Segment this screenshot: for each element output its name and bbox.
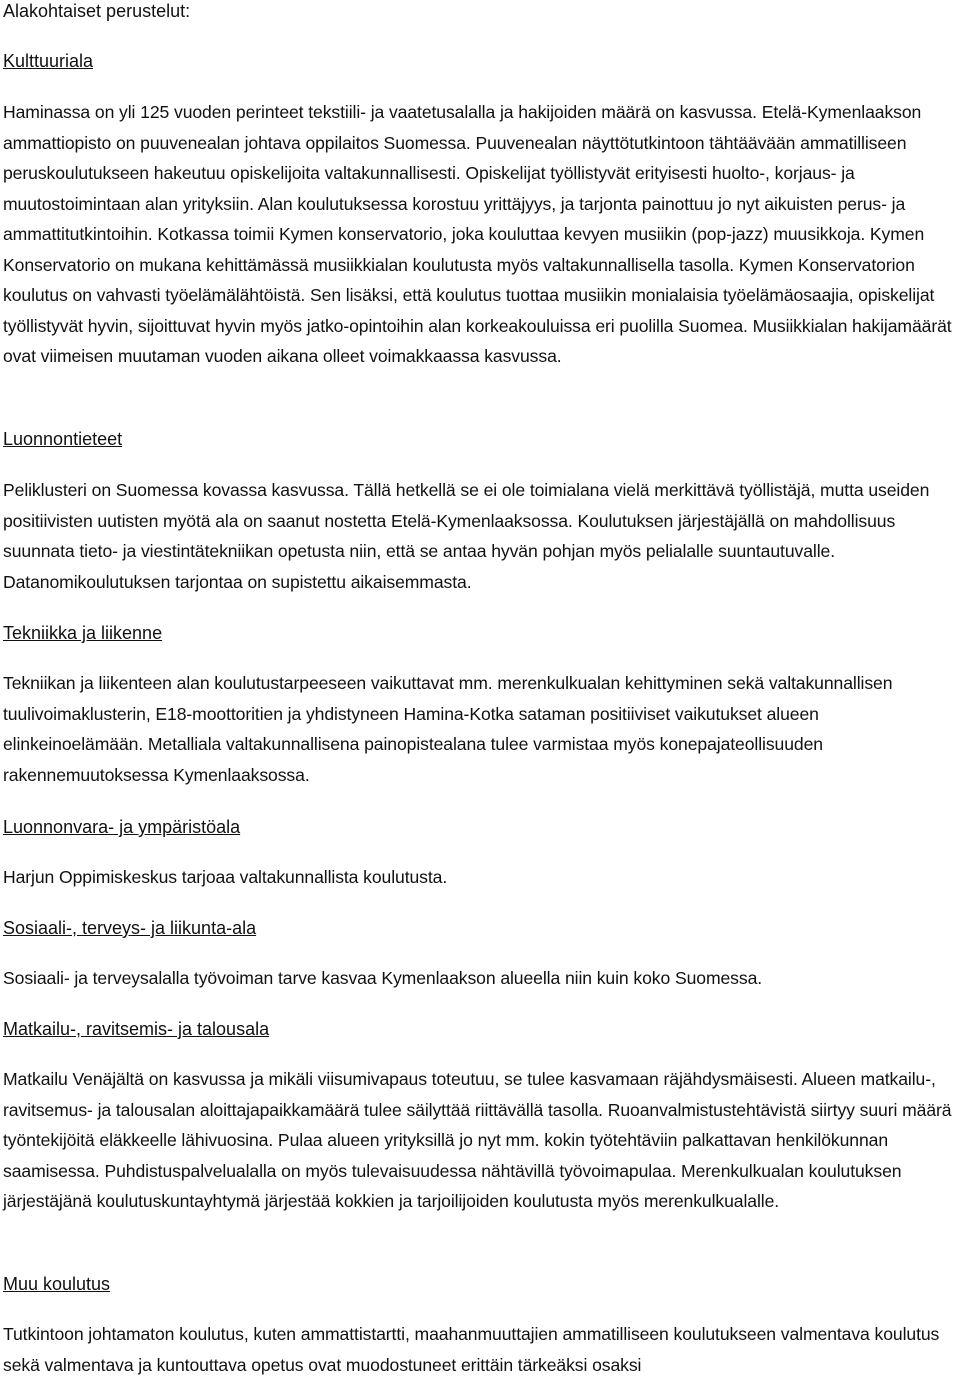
section-luonnonvara-body — [3, 862, 958, 893]
section-matkailu — [3, 1018, 958, 1040]
section-paragraph: Haminassa on yli 125 vuoden perinteet tekstiili- ja vaatetusalalla ja hakijoiden määrä on kasvussa. Etelä-Kymenlaakson ammattiopisto on puuvenealan johtava oppilaitos Suomessa. Puuvenealan näyttötutkintoon tähtäävään ammatilliseen peruskoulutukseen hakeutuu opiskelijoita valtakunnallisesti. Opiskelijat työllistyvät erityisesti huolto-, korjaus- ja muutostoimintaan alan yrityksiin. Alan koulutuksessa korostuu yrittäjyys, ja tarjonta painottuu jo nyt aikuisten perus- ja ammattitutkintoihin. Kotkassa toimii Kymen konservatorio, joka kouluttaa kevyen musiikin (pop-jazz) muusikkoja. Kymen Konservatorio on mukana kehittämässä musiikkialan koulutusta myös valtakunnallisella tasolla. Kymen Konservatorion koulutus on vahvasti työelämälähtöistä. Sen lisäksi, että koulutus tuottaa musiikin monialaisia työelämäosaajia, opiskelijat työllistyvät hyvin, sijoittuvat hyvin myös jatko-opintoihin alan korkeakouluissa eri puolilla Suomea. Musiikkialan hakijamäärät ovat viimeisen muutaman vuoden aikana olleet voimakkaassa kasvussa. — [3, 102, 952, 366]
section-heading: Matkailu-, ravitsemis- ja talousala — [3, 1019, 270, 1039]
document-title-block — [3, 0, 958, 26]
section-paragraph: Sosiaali- ja terveysalalla työvoiman tarve kasvaa Kymenlaakson alueella niin kuin koko Suomessa. — [3, 968, 763, 988]
section-paragraph: Tutkintoon johtamaton koulutus, kuten ammattistartti, maahanmuuttajien ammatilliseen koulutukseen valmentava koulutus sekä valmentava ja kuntouttava opetus ovat muodostuneet erittäin tärkeäksi osaksi — [3, 1324, 940, 1375]
section-tekniikka-body — [3, 668, 958, 790]
section-kulttuuriala-body — [3, 97, 958, 372]
section-kulttuuriala — [3, 50, 958, 72]
section-paragraph: Matkailu Venäjältä on kasvussa ja mikäli viisumivapaus toteutuu, se tulee kasvamaan räjähdysmäisesti. Alueen matkailu-, ravitsemus- ja talousalan aloittajapaikkamäärä tulee säilyttää riittävällä tasolla. Ruoanvalmistustehtävistä siirtyy suuri määrä työntekijöitä eläkkeelle lähivuosina. Pulaa alueen yrityksillä jo nyt mm. kokin työtehtäviin palkattavan henkilökunnan saamisessa. Puhdistuspalvelualalla on myös tulevaisuudessa nähtävillä työvoimapulaa. Merenkulkualan koulutuksen järjestäjänä koulutuskuntayhtymä järjestää kokkien ja tarjoilijoiden koulutusta myös merenkulkualalle. — [3, 1069, 952, 1211]
section-paragraph: Harjun Oppimiskeskus tarjoaa valtakunnallista koulutusta. — [3, 867, 448, 887]
section-heading: Kulttuuriala — [3, 51, 94, 71]
section-heading: Muu koulutus — [3, 1274, 111, 1294]
section-luonnonvara — [3, 816, 958, 838]
section-tekniikka — [3, 622, 958, 644]
section-heading: Sosiaali-, terveys- ja liikunta-ala — [3, 918, 257, 938]
section-matkailu-body — [3, 1064, 958, 1217]
section-muu-koulutus-body — [3, 1319, 958, 1380]
section-luonnontieteet — [3, 428, 958, 450]
section-sosiaali-body — [3, 963, 958, 994]
section-muu-koulutus — [3, 1273, 958, 1295]
section-paragraph: Peliklusteri on Suomessa kovassa kasvussa. Tällä hetkellä se ei ole toimialana vielä merkittävä työllistäjä, mutta useiden positiivisten uutisten myötä ala on saanut nostetta Etelä-Kymenlaaksossa. Koulutuksen järjestäjällä on mahdollisuus suunnata tieto- ja viestintätekniikan opetusta niin, että se antaa hyvän pohjan myös pelialalle suuntautuvalle. Datanomikoulutuksen tarjontaa on supistettu aikaisemmasta. — [3, 480, 930, 592]
section-sosiaali — [3, 917, 958, 939]
section-luonnontieteet-body — [3, 475, 958, 597]
section-paragraph: Tekniikan ja liikenteen alan koulutustarpeeseen vaikuttavat mm. merenkulkualan kehittyminen sekä valtakunnallisen tuulivoimaklusterin, E18-moottoritien ja yhdistyneen Hamina-Kotka sataman positiiviset vaikutukset alueen elinkeinoelämään. Metalliala valtakunnallisena painopistealana tulee varmistaa myös konepajateollisuuden rakennemuutoksessa Kymenlaaksossa. — [3, 673, 893, 785]
section-heading: Tekniikka ja liikenne — [3, 623, 163, 643]
section-heading: Luonnontieteet — [3, 429, 123, 449]
document-title: Alakohtaiset perustelut: — [3, 1, 191, 21]
section-heading: Luonnonvara- ja ympäristöala — [3, 817, 241, 837]
